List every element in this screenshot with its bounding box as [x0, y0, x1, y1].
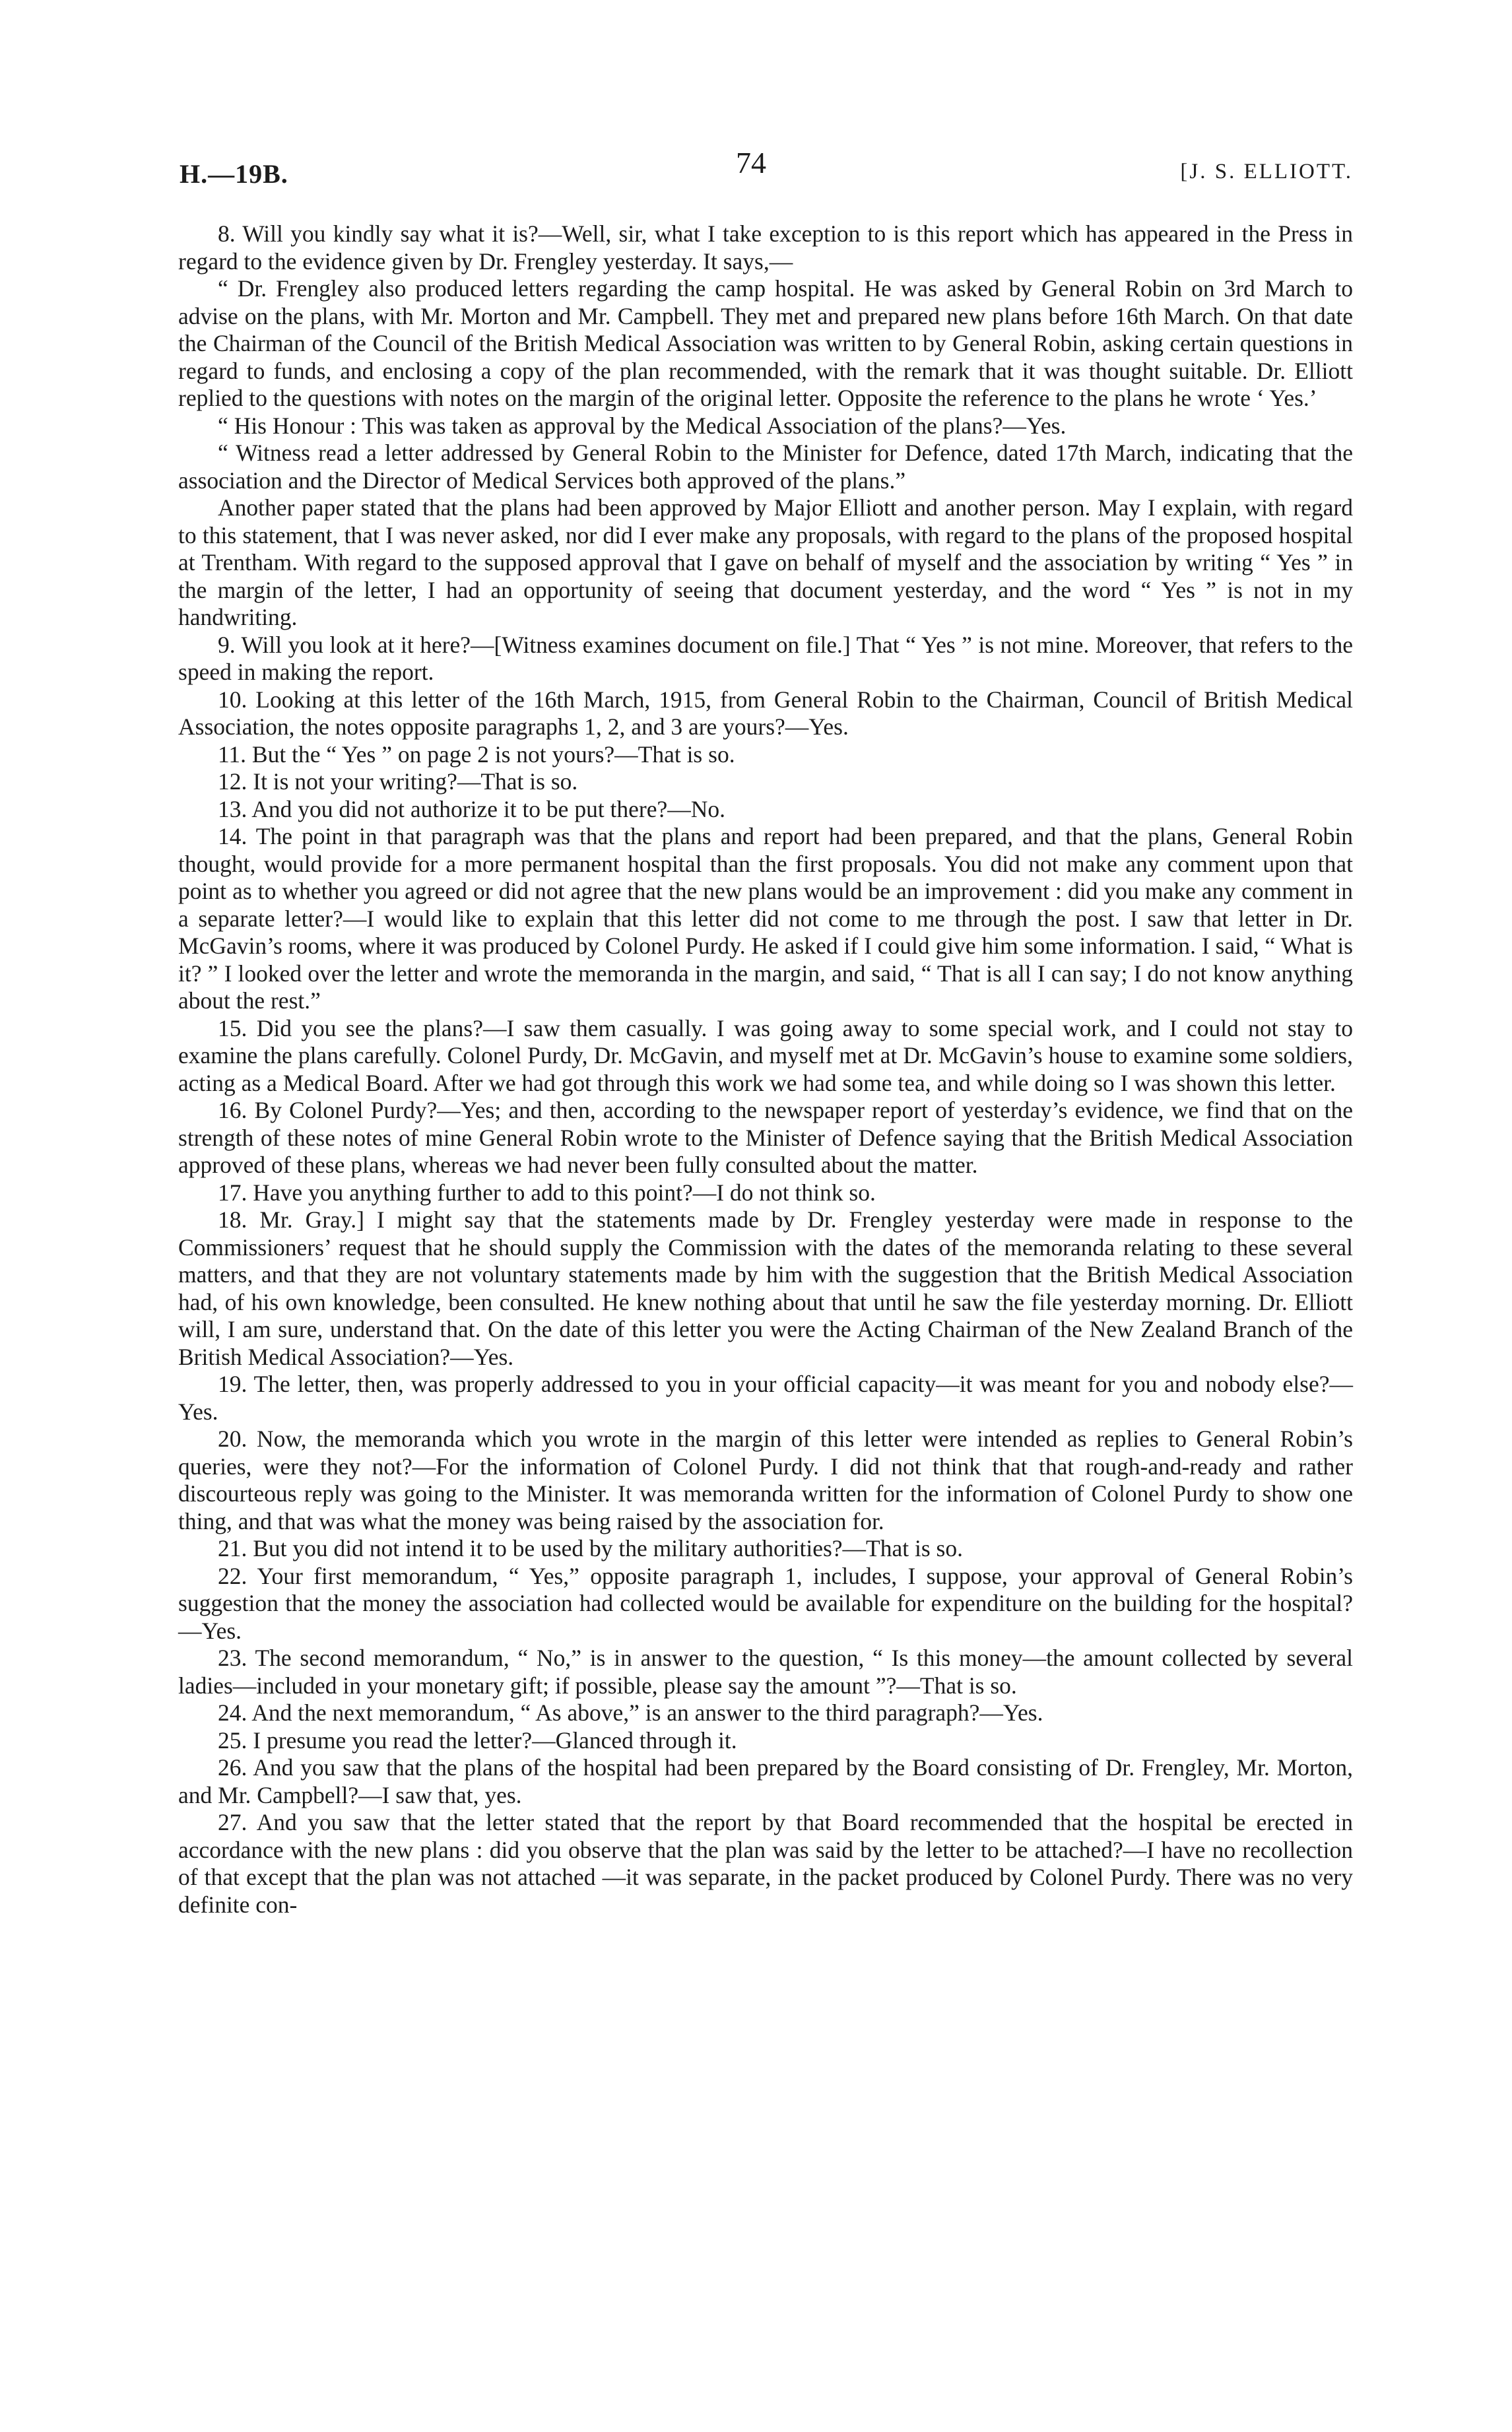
paragraph: 19. The letter, then, was properly addressed to you in your official capacity—it was meant for you and nobody else?—Yes.	[178, 1371, 1353, 1425]
paragraph: 24. And the next memorandum, “ As above,” is an answer to the third paragraph?—Yes.	[218, 1699, 1043, 1726]
quoted-paragraph: “ Dr. Frengley also produced letters regarding the camp hospital. He was asked by General Robin on 3rd March to advise on the plans, with Mr. Morton and Mr. Campbell. They met and prepared new plans before 16th March. On that date the Chairman of the Council of the British Medical Association was written to by General Robin, asking certain questions in regard to funds, and enclosing a copy of the plan recommended, with the remark that it was thought suitable. Dr. Elliott replied to the questions with notes on the margin of the original letter. Opposite the reference to the plans he wrote ‘ Yes.’	[178, 275, 1353, 411]
paragraph: Another paper stated that the plans had been approved by Major Elliott and another person. May I explain, with regard to this statement, that I was never asked, nor did I ever make any proposals, with regard to the plans of the proposed hospital at Trentham. With regard to the supposed approval that I gave on behalf of myself and the association by writing “ Yes ” in the margin of the letter, I had an opportunity of seeing that document yesterday, and the word “ Yes ” is not in my handwriting.	[178, 494, 1353, 630]
paragraph: 16. By Colonel Purdy?—Yes; and then, according to the newspaper report of yesterday’s evidence, we find that on the strength of these notes of mine General Robin wrote to the Minister of Defence saying that the British Medical Association approved of these plans, whereas we had never been fully consulted about the matter.	[178, 1097, 1353, 1178]
document-page	[178, 132, 1353, 2310]
quoted-paragraph: “ His Honour : This was taken as approval by the Medical Association of the plans?—Yes.	[218, 412, 1067, 439]
quoted-paragraph: “ Witness read a letter addressed by General Robin to the Minister for Defence, dated 17th March, indicating that the association and the Director of Medical Services both approved of the plans.”	[178, 440, 1353, 494]
paragraph: 23. The second memorandum, “ No,” is in answer to the question, “ Is this money—the amount collected by several ladies—included in your monetary gift; if possible, please say the amount ”?—That is so.	[178, 1645, 1353, 1699]
testimony-body	[178, 220, 1353, 1919]
paragraph: 14. The point in that paragraph was that the plans and report had been prepared, and that the plans, General Robin thought, would provide for a more permanent hospital than the first proposals. You did not make any comment upon that point as to whether you agreed or did not agree that the new plans would be an improvement : did you make any comment in a separate letter?—I would like to explain that this letter did not come to me through the post. I saw that letter in Dr. McGavin’s rooms, where it was produced by Colonel Purdy. He asked if I could give him some information. I said, “ What is it? ” I looked over the letter and wrote the memoranda in the margin, and said, “ That is all I can say; I do not know anything about the rest.”	[178, 823, 1353, 1014]
paragraph: 25. I presume you read the letter?—Glanced through it.	[218, 1726, 737, 1754]
paragraph: 8. Will you kindly say what it is?—Well, sir, what I take exception to is this report which has appeared in the Press in regard to the evidence given by Dr. Frengley yesterday. It says,—	[178, 220, 1353, 275]
paragraph: 17. Have you anything further to add to this point?—I do not think so.	[218, 1179, 876, 1206]
paragraph: 26. And you saw that the plans of the hospital had been prepared by the Board consisting of Dr. Frengley, Mr. Morton, and Mr. Campbell?—I saw that, yes.	[178, 1754, 1353, 1808]
paragraph: 20. Now, the memoranda which you wrote in the margin of this letter were intended as replies to General Robin’s queries, were they not?—For the information of Colonel Purdy. I did not think that that rough-and-ready and rather discourteous reply was going to the Minister. It was memoranda written for the information of Colonel Purdy to show one thing, and that was what the money was being raised by the association for.	[178, 1426, 1353, 1534]
paragraph: 22. Your first memorandum, “ Yes,” opposite paragraph 1, includes, I suppose, your approval of General Robin’s suggestion that the money the association had collected would be available for expenditure on the building for the hospital?—Yes.	[178, 1562, 1353, 1644]
paragraph: 10. Looking at this letter of the 16th March, 1915, from General Robin to the Chairman, Council of British Medical Association, the notes opposite paragraphs 1, 2, and 3 are yours?—Yes.	[178, 686, 1353, 740]
witness-name: [J. S. ELLIOTT.	[1180, 160, 1353, 183]
page-number: 74	[736, 146, 766, 180]
paragraph: 12. It is not your writing?—That is so.	[218, 768, 578, 795]
paragraph: 9. Will you look at it here?—[Witness examines document on file.] That “ Yes ” is not mine. Moreover, that refers to the speed in making the report.	[178, 631, 1353, 685]
document-reference: H.—19B.	[180, 159, 288, 189]
paragraph: 21. But you did not intend it to be used by the military authorities?—That is so.	[218, 1535, 963, 1561]
paragraph: 13. And you did not authorize it to be put there?—No.	[218, 795, 726, 822]
paragraph: 18. Mr. Gray.] I might say that the statements made by Dr. Frengley yesterday were made in response to the Commissioners’ request that he should supply the Commission with the dates of the memoranda relating to these several matters, and that they are not voluntary statements made by him with the suggestion that the British Medical Association had, of his own knowledge, been consulted. He knew nothing about that until he saw the file yesterday morning. Dr. Elliott will, I am sure, understand that. On the date of this letter you were the Acting Chairman of the New Zealand Branch of the British Medical Association?—Yes.	[178, 1206, 1353, 1370]
paragraph: 27. And you saw that the letter stated that the report by that Board recommended that the hospital be erected in accordance with the new plans : did you observe that the plan was said by the letter to be attached?—I have no recollection of that except that the plan was not attached —it was separate, in the packet produced by Colonel Purdy. There was no very definite con-	[178, 1809, 1353, 1918]
page-header	[178, 132, 1353, 198]
paragraph: 15. Did you see the plans?—I saw them casually. I was going away to some special work, and I could not stay to examine the plans carefully. Colonel Purdy, Dr. McGavin, and myself met at Dr. McGavin’s house to examine some soldiers, acting as a Medical Board. After we had got through this work we had some tea, and while doing so I was shown this letter.	[178, 1014, 1353, 1096]
paragraph: 11. But the “ Yes ” on page 2 is not yours?—That is so.	[218, 740, 735, 768]
